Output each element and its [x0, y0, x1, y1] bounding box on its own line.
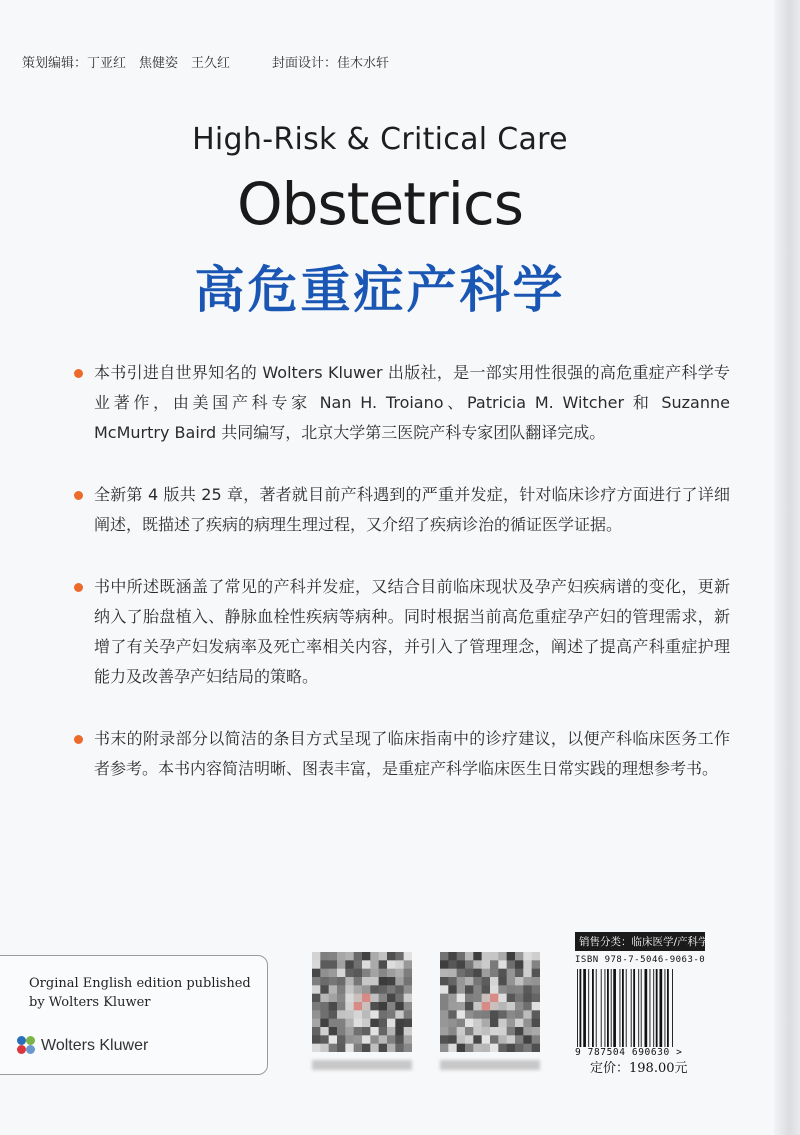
barcode-bar: [601, 969, 602, 1047]
publisher-note-line1: Orginal English edition published: [29, 976, 251, 991]
barcode-bar: [588, 969, 589, 1047]
barcode-bars: [575, 969, 703, 1047]
barcode-bar: [613, 969, 616, 1047]
barcode-bar: [641, 969, 642, 1047]
description-item: [70, 480, 730, 540]
cover-design-label: 封面设计：: [272, 56, 338, 71]
barcode-bar: [622, 969, 624, 1047]
barcode-bar: [596, 969, 597, 1047]
barcode-bar: [577, 969, 578, 1047]
title-english-line1: High-Risk & Critical Care: [192, 122, 568, 157]
description-item: [70, 724, 730, 784]
qr-caption-1: [312, 1060, 412, 1070]
sales-category: 销售分类：临床医学/产科学: [575, 932, 705, 951]
credits-line: [22, 52, 389, 71]
qr-code-2: [440, 952, 540, 1052]
publisher-box: [0, 955, 268, 1075]
description-text: 全新第 4 版共 25 章，著者就目前产科遇到的严重并发症，针对临床诊疗方面进行了详细阐述，既描述了疾病的病理生理过程，又介绍了疾病诊治的循证医学证据。: [94, 485, 730, 534]
qr-code-1: [312, 952, 412, 1052]
barcode-bar: [660, 969, 663, 1047]
bullet-dot-icon: [74, 491, 83, 500]
barcode-bar: [620, 969, 621, 1047]
title-chinese: 高危重症产科学: [194, 261, 566, 319]
barcode-bar: [605, 969, 606, 1047]
price: 定价：198.00元: [590, 1061, 688, 1076]
description-list: [70, 358, 730, 784]
qr-caption-2: [440, 1060, 540, 1070]
barcode-bar: [656, 969, 658, 1047]
barcode-bar: [580, 969, 582, 1047]
spine-shadow: [774, 0, 800, 1135]
cover-designer-name: 佳木水轩: [337, 56, 390, 71]
description-item: [70, 572, 730, 692]
bullet-dot-icon: [74, 369, 83, 378]
barcode-bar: [672, 969, 673, 1047]
publisher-note-line2: by Wolters Kluwer: [29, 995, 151, 1010]
barcode-bar: [607, 969, 609, 1047]
barcode-bar: [592, 969, 594, 1047]
wolters-kluwer-logo-text: Wolters Kluwer: [41, 1037, 149, 1054]
barcode-bar: [650, 969, 651, 1047]
barcode-bar: [645, 969, 648, 1047]
barcode-bar: [667, 969, 669, 1047]
barcode-bar: [665, 969, 666, 1047]
wolters-kluwer-mark-icon: [17, 1036, 37, 1056]
barcode-bar: [611, 969, 612, 1047]
isbn-text: ISBN 978-7-5046-9063-0: [575, 955, 706, 965]
bullet-dot-icon: [74, 735, 83, 744]
barcode-bar: [633, 969, 635, 1047]
barcode-bar: [631, 969, 632, 1047]
description-text: 书中所述既涵盖了常见的产科并发症，又结合目前临床现状及孕产妇疾病谱的变化，更新纳入了胎盘植入、静脉血栓性疾病等病种。同时根据当前高危重症孕产妇的管理需求，新增了有关孕产妇发病率及死亡率相关内容，并引入了管理理念，阐述了提高产科重症护理能力及改善孕产妇结局的策略。: [94, 577, 730, 686]
barcode: [575, 969, 705, 1061]
barcode-panel: [575, 932, 709, 1061]
barcode-bar: [626, 969, 627, 1047]
bullet-dot-icon: [74, 583, 83, 592]
editors-names: 丁亚红 焦健姿 王久红: [87, 56, 231, 71]
barcode-bar: [638, 969, 639, 1047]
editors-label: 策划编辑：: [22, 56, 88, 71]
barcode-digits: 9 787504 690630 >: [575, 1047, 683, 1058]
description-text: 本书引进自世界知名的 Wolters Kluwer 出版社，是一部实用性很强的高危重症产科学专业著作，由美国产科专家 Nan H. Troiano、Patricia M. Witcher 和 Suzanne McMurtry Baird 共同编写，北京大学第三医院产科专家团队翻译完成。: [94, 363, 730, 442]
title-english-line2: Obstetrics: [237, 170, 523, 238]
description-item: [70, 358, 730, 448]
barcode-bar: [583, 969, 586, 1047]
publisher-note: [29, 974, 259, 1012]
wolters-kluwer-logo: [17, 1036, 148, 1056]
barcode-bar: [653, 969, 654, 1047]
description-text: 书末的附录部分以简洁的条目方式呈现了临床指南中的诊疗建议，以便产科临床医务工作者参考。本书内容简洁明晰、图表丰富，是重症产科学临床医生日常实践的理想参考书。: [94, 729, 730, 778]
